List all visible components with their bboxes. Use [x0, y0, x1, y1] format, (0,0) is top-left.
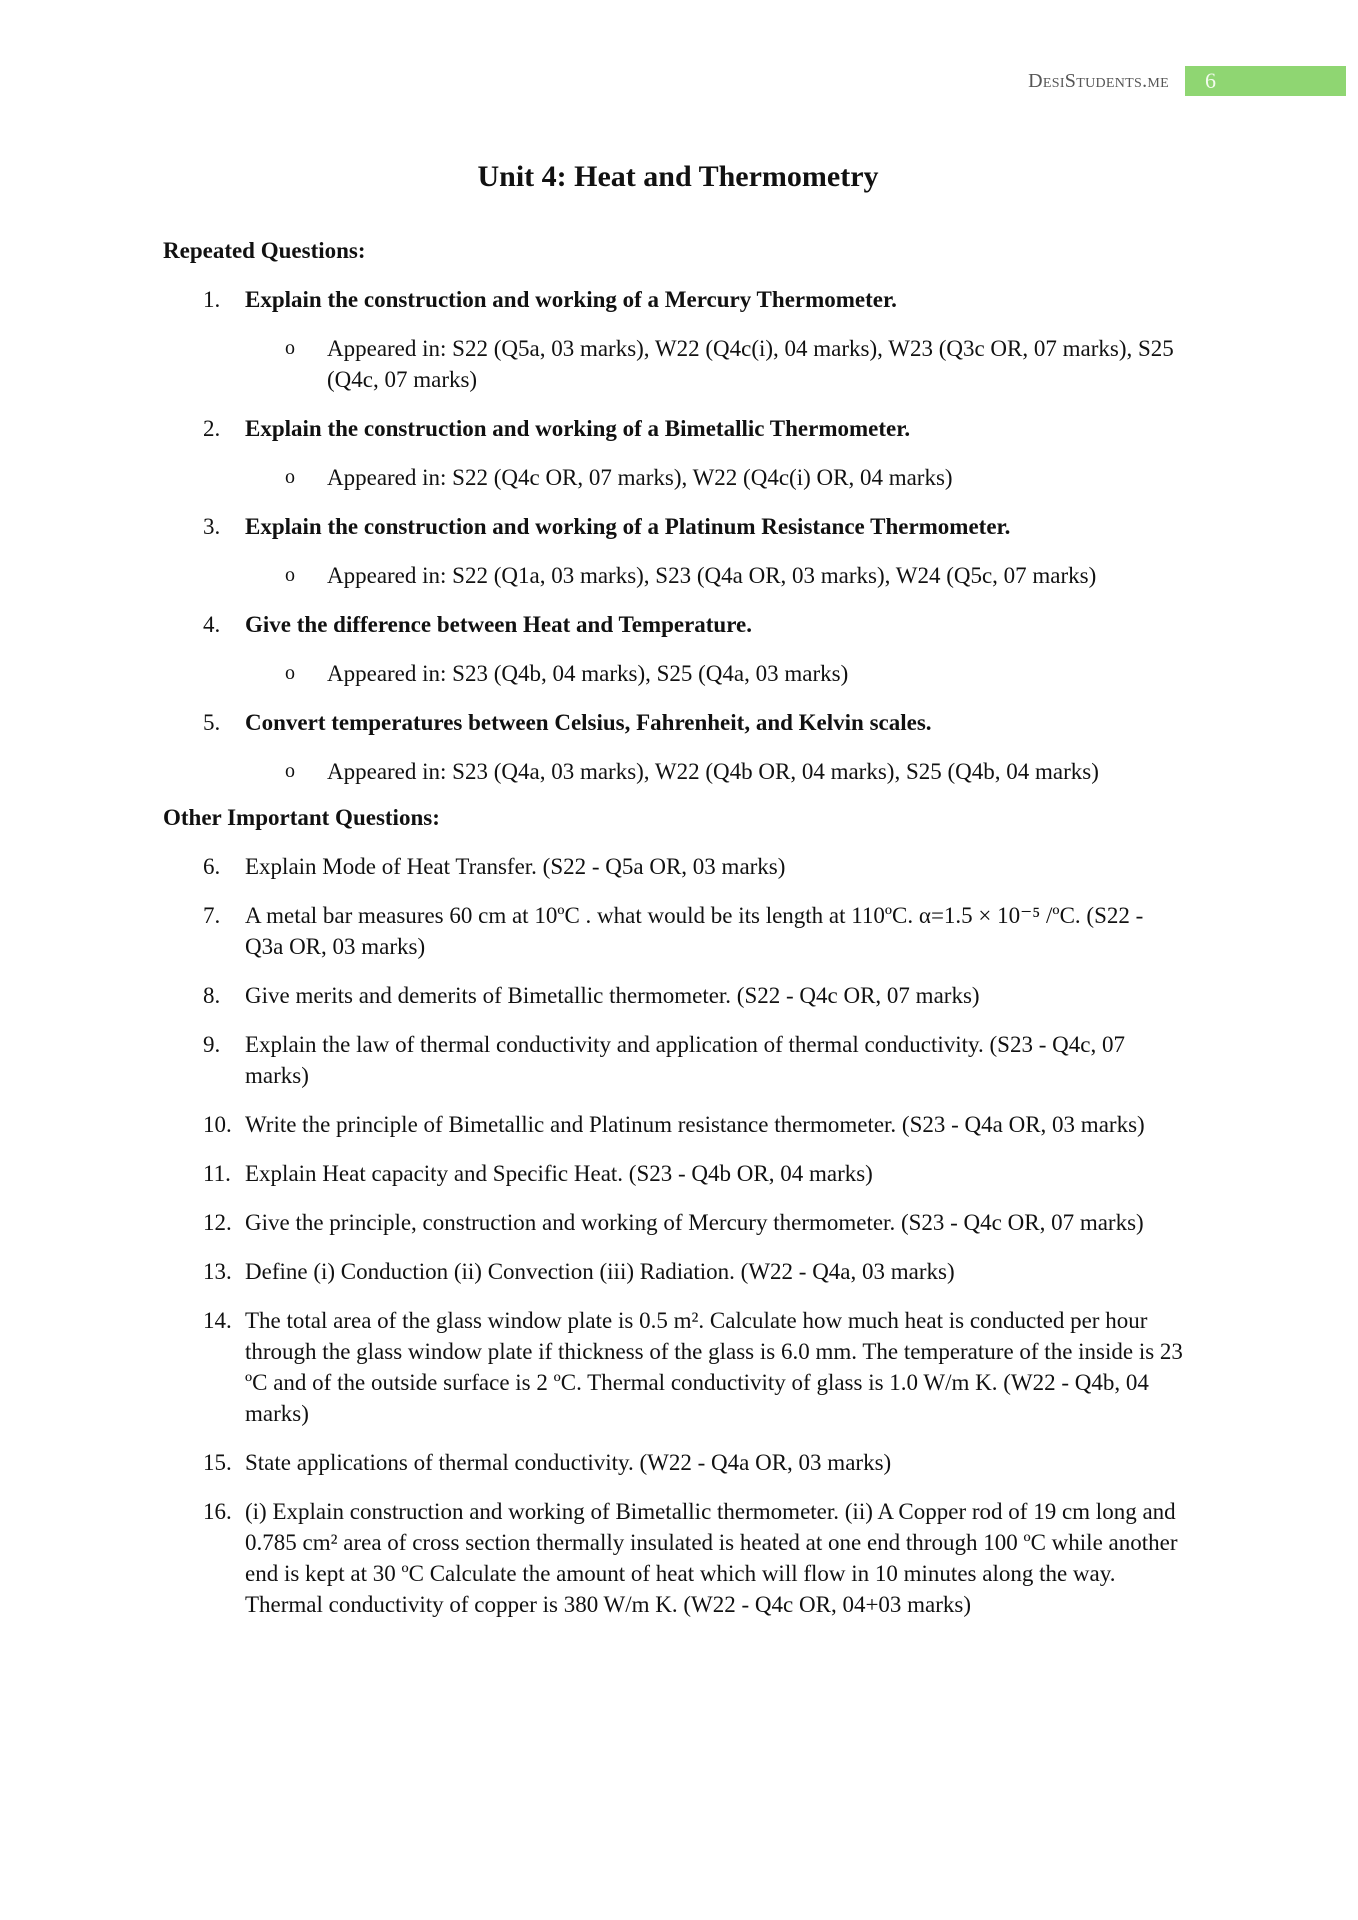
- appeared-in-item: [245, 658, 1183, 689]
- list-item: [163, 1305, 1183, 1429]
- hollow-bullet-icon: o: [285, 564, 295, 586]
- list-item: [163, 511, 1183, 591]
- question-number: 10.: [203, 1112, 232, 1137]
- appeared-in-list: [245, 658, 1183, 689]
- list-item: [163, 980, 1183, 1011]
- question-text: Convert temperatures between Celsius, Fahrenheit, and Kelvin scales.: [245, 710, 932, 735]
- appeared-in-text: Appeared in: S22 (Q4c OR, 07 marks), W22 (Q4c(i) OR, 04 marks): [327, 465, 953, 490]
- question-number: 9.: [203, 1032, 221, 1057]
- question-text: Define (i) Conduction (ii) Convection (iii) Radiation. (W22 - Q4a, 03 marks): [245, 1259, 955, 1284]
- question-text: Explain the law of thermal conductivity and application of thermal conductivity. (S23 - Q4c, 07 marks): [245, 1032, 1125, 1088]
- question-text: Give merits and demerits of Bimetallic thermometer. (S22 - Q4c OR, 07 marks): [245, 983, 980, 1008]
- page-title: Unit 4: Heat and Thermometry: [477, 160, 879, 193]
- hollow-bullet-icon: o: [285, 337, 295, 359]
- appeared-in-text: Appeared in: S23 (Q4a, 03 marks), W22 (Q4b OR, 04 marks), S25 (Q4b, 04 marks): [327, 759, 1099, 784]
- appeared-in-item: [245, 756, 1183, 787]
- question-number: 3.: [203, 514, 221, 539]
- list-item: [163, 609, 1183, 689]
- list-item: [163, 1256, 1183, 1287]
- question-number: 13.: [203, 1259, 232, 1284]
- appeared-in-text: Appeared in: S22 (Q5a, 03 marks), W22 (Q4c(i), 04 marks), W23 (Q3c OR, 07 marks), S25 (Q4c, 07 marks): [327, 336, 1174, 392]
- other-questions-heading: Other Important Questions:: [163, 805, 440, 830]
- appeared-in-list: [245, 560, 1183, 591]
- question-number: 2.: [203, 416, 221, 441]
- question-number: 5.: [203, 710, 221, 735]
- question-number: 6.: [203, 854, 221, 879]
- list-item: [163, 1029, 1183, 1091]
- list-item: [163, 851, 1183, 882]
- appeared-in-item: [245, 560, 1183, 591]
- question-text: Explain the construction and working of a Mercury Thermometer.: [245, 287, 897, 312]
- repeated-questions-heading: Repeated Questions:: [163, 238, 366, 263]
- list-item: [163, 1447, 1183, 1478]
- appeared-in-text: Appeared in: S22 (Q1a, 03 marks), S23 (Q4a OR, 03 marks), W24 (Q5c, 07 marks): [327, 563, 1097, 588]
- question-number: 1.: [203, 287, 221, 312]
- page-number-badge: [1185, 66, 1346, 96]
- question-number: 14.: [203, 1308, 232, 1333]
- question-number: 12.: [203, 1210, 232, 1235]
- page-number: 6: [1205, 68, 1216, 93]
- hollow-bullet-icon: o: [285, 466, 295, 488]
- question-text: Explain Mode of Heat Transfer. (S22 - Q5a OR, 03 marks): [245, 854, 786, 879]
- other-questions-list: [163, 851, 1183, 1620]
- question-number: 15.: [203, 1450, 232, 1475]
- appeared-in-item: [245, 333, 1183, 395]
- list-item: [163, 1109, 1183, 1140]
- list-item: [163, 707, 1183, 787]
- hollow-bullet-icon: o: [285, 760, 295, 782]
- list-item: [163, 1496, 1183, 1620]
- appeared-in-list: [245, 756, 1183, 787]
- question-text: (i) Explain construction and working of Bimetallic thermometer. (ii) A Copper rod of 19 cm long and 0.785 cm² area of cross section thermally insulated is heated at one end through 100 ºC while another end is kept at 30 ºC Calculate the amount of heat which will flow in 10 minutes along the way. Thermal conductivity of copper is 380 W/m K. (W22 - Q4c OR, 04+03 marks): [245, 1499, 1178, 1617]
- question-text: State applications of thermal conductivity. (W22 - Q4a OR, 03 marks): [245, 1450, 892, 1475]
- appeared-in-text: Appeared in: S23 (Q4b, 04 marks), S25 (Q4a, 03 marks): [327, 661, 849, 686]
- question-text: Explain the construction and working of a Platinum Resistance Thermometer.: [245, 514, 1011, 539]
- question-text: Write the principle of Bimetallic and Platinum resistance thermometer. (S23 - Q4a OR, 03 marks): [245, 1112, 1145, 1137]
- appeared-in-item: [245, 462, 1183, 493]
- appeared-in-list: [245, 333, 1183, 395]
- question-number: 7.: [203, 903, 221, 928]
- question-number: 8.: [203, 983, 221, 1008]
- list-item: [163, 1158, 1183, 1189]
- document-body: [163, 160, 1183, 1638]
- question-number: 16.: [203, 1499, 232, 1524]
- appeared-in-list: [245, 462, 1183, 493]
- question-text: Explain the construction and working of a Bimetallic Thermometer.: [245, 416, 911, 441]
- list-item: [163, 284, 1183, 395]
- repeated-questions-list: [163, 284, 1183, 787]
- list-item: [163, 413, 1183, 493]
- question-number: 4.: [203, 612, 221, 637]
- hollow-bullet-icon: o: [285, 662, 295, 684]
- question-text: The total area of the glass window plate is 0.5 m². Calculate how much heat is conducted per hour through the glass window plate if thickness of the glass is 6.0 mm. The temperature of the inside is 23 ºC and of the outside surface is 2 ºC. Thermal conductivity of glass is 1.0 W/m K. (W22 - Q4b, 04 marks): [245, 1308, 1183, 1426]
- page-header: [1028, 66, 1358, 96]
- list-item: [163, 1207, 1183, 1238]
- question-text: A metal bar measures 60 cm at 10ºC . what would be its length at 110ºC. α=1.5 × 10⁻⁵ /ºC. (S22 - Q3a OR, 03 marks): [245, 903, 1144, 959]
- question-number: 11.: [203, 1161, 231, 1186]
- question-text: Explain Heat capacity and Specific Heat. (S23 - Q4b OR, 04 marks): [245, 1161, 873, 1186]
- site-name: DesiStudents.me: [1028, 69, 1169, 92]
- question-text: Give the difference between Heat and Temperature.: [245, 612, 752, 637]
- list-item: [163, 900, 1183, 962]
- question-text: Give the principle, construction and working of Mercury thermometer. (S23 - Q4c OR, 07 marks): [245, 1210, 1144, 1235]
